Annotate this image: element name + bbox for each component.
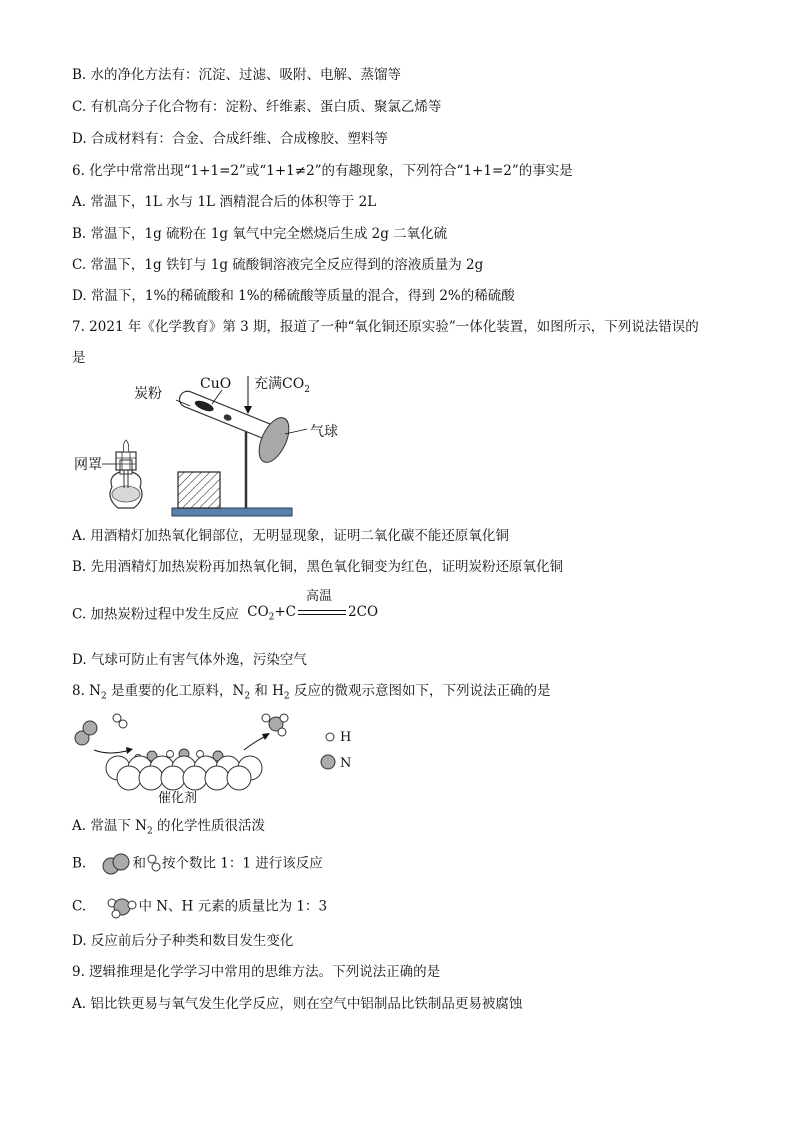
question-9: 9. 逻辑推理是化学学习中常用的思维方法。下列说法正确的是 (72, 964, 441, 980)
label-cuo: CuO (200, 376, 232, 392)
h-atom (278, 728, 286, 736)
option-c-q5: C. 有机高分子化合物有：淀粉、纤维素、蛋白质、聚氯乙烯等 (72, 99, 442, 115)
legend-n-symbol (321, 755, 335, 769)
legend-h-symbol (326, 733, 334, 741)
option-d-q6: D. 常温下，1%的稀硫酸和 1%的稀硫酸等质量的混合，得到 2%的稀硫酸 (72, 288, 515, 304)
option-d-q8: D. 反应前后分子种类和数目发生变化 (72, 933, 294, 949)
option-b-q7: B. 先用酒精灯加热炭粉再加热氧化铜，黑色氧化铜变为红色，证明炭粉还原氧化铜 (72, 559, 564, 575)
label-balloon: 气球 (310, 424, 338, 440)
wooden-block (178, 472, 220, 508)
question-6: 6. 化学中常常出现“1+1=2”或“1+1≠2”的有趣现象，下列符合“1+1=2”的事实是 (72, 163, 573, 179)
catalyst-surface (106, 756, 262, 790)
equals-sign (298, 610, 346, 615)
n-atom (83, 721, 97, 735)
option-a-q9: A. 铝比铁更易与氧气发生化学反应，则在空气中铝制品比铁制品更易被腐蚀 (72, 996, 523, 1012)
label-carbon-powder: 炭粉 (134, 386, 162, 402)
figure-q7-apparatus (72, 372, 362, 522)
option-c-q7-text: C. 加热炭粉过程中发生反应 (72, 606, 239, 623)
option-d-q5: D. 合成材料有：合金、合成纤维、合成橡胶、塑料等 (72, 131, 388, 147)
nh3-molecule-icon (104, 895, 138, 919)
option-a-q6: A. 常温下，1L 水与 1L 酒精混合后的体积等于 2L (72, 194, 377, 210)
equation-lhs: $CO_2+C$ (247, 604, 297, 623)
reaction-condition: 高温 (306, 588, 333, 604)
h-atom (262, 714, 270, 722)
label-filled-co2: 充满$CO_2$ (254, 376, 310, 395)
figure-q8-micro-diagram (72, 710, 372, 805)
option-c-q8: C. 中 N、H 元素的质量比为 1：3 (72, 895, 327, 919)
reaction-equation (247, 588, 379, 627)
legend-n-label: N (340, 756, 352, 771)
alcohol-lamp (110, 440, 142, 508)
h-atom (113, 714, 121, 722)
option-d-q7: D. 气球可防止有害气体外逸，污染空气 (72, 652, 307, 668)
n2-molecule-icon (99, 852, 133, 876)
label-catalyst: 催化剂 (158, 791, 198, 805)
option-b-q5: B. 水的净化方法有：沉淀、过滤、吸附、电解、蒸馏等 (72, 67, 402, 83)
option-b-q6: B. 常温下，1g 硫粉在 1g 氧气中完全燃烧后生成 2g 二氧化硫 (72, 226, 448, 242)
question-7-line1: 7. 2021 年《化学教育》第 3 期，报道了一种“氧化铜还原实验”一体化装置，如图所示，下列说法错误的 (72, 319, 699, 335)
h-atom (119, 720, 127, 728)
label-mesh-cover: 网罩 (74, 457, 102, 473)
h-atom (280, 714, 288, 722)
question-7-line2: 是 (72, 350, 86, 366)
option-c-q6: C. 常温下，1g 铁钉与 1g 硫酸铜溶液完全反应得到的溶液质量为 2g (72, 257, 484, 273)
option-a-q8: A. 常温下 $N_2$ 的化学性质很活泼 (72, 818, 265, 837)
h2-molecule-icon (146, 853, 162, 875)
legend-h-label: H (340, 730, 352, 745)
option-a-q7: A. 用酒精灯加热氧化铜部位，无明显现象，证明二氧化碳不能还原氧化铜 (72, 528, 509, 544)
option-b-q8: B. 和 按个数比 1：1 进行该反应 (72, 852, 323, 876)
option-c-q7 (72, 588, 379, 627)
question-8: 8. $N_2$ 是重要的化工原料，$N_2$ 和 $H_2$ 反应的微观示意图如下，下列说法正确的是 (72, 683, 551, 702)
equation-rhs: 2CO (348, 604, 379, 620)
stand-base (172, 508, 292, 516)
